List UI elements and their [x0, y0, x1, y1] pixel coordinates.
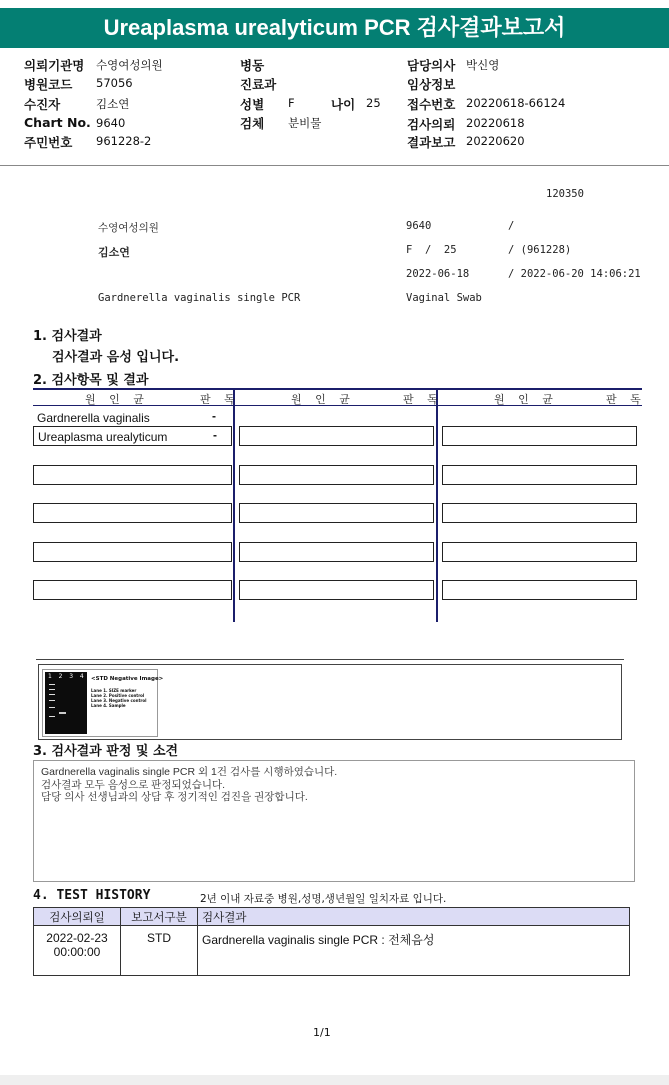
result-cell [442, 503, 637, 523]
chart-no-label: Chart No. [24, 115, 91, 130]
section-1-title: 1. 검사결과 [33, 329, 102, 344]
report-title: Ureaplasma urealyticum PCR 검사결과보고서 [0, 8, 669, 48]
gel-band [49, 716, 55, 717]
request-date-value: 20220618 [466, 116, 525, 130]
summary-birth: / (961228) [508, 244, 572, 256]
summary-slash: / [508, 220, 515, 232]
section-4-title: 4. TEST HISTORY [33, 888, 151, 903]
hospital-code-value: 57056 [96, 76, 133, 90]
receipt-no-value: 20220618-66124 [466, 96, 566, 110]
gel-legend-line: Lane 1. SIZE marker [91, 688, 137, 693]
result-cell [33, 542, 232, 562]
section-1-text: 검사결과 음성 입니다. [52, 350, 180, 365]
history-table [33, 907, 630, 976]
gel-band [59, 712, 66, 714]
gel-image [42, 669, 164, 737]
gel-band [49, 689, 55, 690]
history-result: Gardnerella vaginalis single PCR : 전체음성 [198, 926, 630, 976]
gel-legend-line: Lane 3. Negative control [91, 698, 147, 703]
result-cell [442, 542, 637, 562]
hospital-code-label: 병원코드 [24, 77, 73, 92]
results-table-top-rule [33, 388, 642, 390]
col-result-1: 판 독 [200, 393, 240, 406]
patient-value: 김소연 [96, 97, 130, 111]
result-cell [442, 426, 637, 446]
opinion-box [33, 760, 635, 882]
gel-band [49, 707, 55, 708]
ward-label: 병동 [240, 58, 265, 73]
summary-hospital: 수영여성의원 [98, 222, 159, 234]
col-result-3: 판 독 [606, 393, 646, 406]
result-cell [33, 426, 232, 446]
summary-received: 2022-06-18 [406, 268, 470, 280]
summary-sex-age: F / 25 [406, 244, 457, 256]
receipt-no-label: 접수번호 [407, 97, 456, 112]
specimen-value: 분비물 [288, 116, 322, 130]
doctor-label: 담당의사 [407, 58, 456, 73]
report-date-value: 20220620 [466, 134, 525, 148]
history-date: 2022-02-23 [46, 931, 108, 945]
hospital-value: 수영여성의원 [96, 58, 163, 72]
history-date-cell [34, 926, 121, 976]
resident-no-value: 961228-2 [96, 134, 152, 148]
result-cell [33, 503, 232, 523]
opinion-line: Gardnerella vaginalis single PCR 외 1건 검사를 시행하였습니다. [41, 766, 338, 778]
result-cell [33, 465, 232, 485]
summary-test: Gardnerella vaginalis single PCR [98, 292, 301, 304]
page-number: 1/1 [313, 1026, 331, 1039]
pathogen-result-ureaplasma: - [213, 428, 217, 442]
pathogen-name-gardnerella: Gardnerella vaginalis [37, 411, 150, 425]
history-time: 00:00:00 [53, 945, 101, 959]
clinical-info-label: 임상정보 [407, 77, 456, 92]
table-row [34, 926, 630, 976]
results-col-divider-1 [233, 390, 235, 622]
col-pathogen-3: 원 인 균 [494, 393, 558, 406]
gel-band [49, 684, 55, 685]
opinion-text [41, 766, 337, 804]
resident-no-label: 주민번호 [24, 135, 73, 150]
dept-label: 진료과 [240, 77, 277, 92]
gel-top-rule [36, 659, 624, 660]
patient-label: 수진자 [24, 97, 61, 112]
gel-title: <STD Negative Image> [91, 676, 164, 682]
gel-band [49, 694, 55, 695]
report-date-label: 결과보고 [407, 135, 456, 150]
request-date-label: 검사의뢰 [407, 117, 456, 132]
pathogen-name-ureaplasma: Ureaplasma urealyticum [38, 430, 168, 444]
summary-patient: 김소연 [98, 246, 130, 259]
section-2-title: 2. 검사항목 및 결과 [33, 373, 149, 388]
history-type: STD [121, 926, 198, 976]
gel-lanes-image [45, 672, 87, 734]
history-col-result: 검사결과 [198, 908, 630, 926]
gel-legend [91, 688, 147, 708]
history-col-date: 검사의뢰일 [34, 908, 121, 926]
section-3-title: 3. 검사결과 판정 및 소견 [33, 744, 179, 759]
opinion-line: 담당 의사 선생님과의 상담 후 정기적인 검진을 권장합니다. [41, 791, 308, 803]
sex-label: 성별 [240, 97, 265, 112]
result-cell [239, 503, 434, 523]
result-cell [442, 465, 637, 485]
gel-band [49, 700, 55, 701]
specimen-label: 검체 [240, 116, 265, 131]
summary-reported: / 2022-06-20 14:06:21 [508, 268, 641, 280]
gel-legend-line: Lane 4. Sample [91, 703, 126, 708]
summary-code: 120350 [546, 188, 584, 200]
result-cell [239, 426, 434, 446]
result-cell [239, 465, 434, 485]
header-divider [0, 165, 669, 166]
result-cell [442, 580, 637, 600]
col-pathogen-2: 원 인 균 [291, 393, 355, 406]
gel-lane-numbers: 1 2 3 4 [48, 673, 85, 680]
pathogen-result-gardnerella: - [212, 409, 216, 423]
doctor-value: 박신영 [466, 58, 500, 72]
opinion-line: 검사결과 모두 음성으로 판정되었습니다. [41, 778, 226, 791]
history-note: 2년 이내 자료중 병원,성명,생년월일 일치자료 입니다. [200, 893, 447, 905]
result-cell [33, 580, 232, 600]
summary-specimen: Vaginal Swab [406, 292, 482, 304]
col-result-2: 판 독 [403, 393, 443, 406]
summary-chart: 9640 [406, 220, 432, 232]
age-value: 25 [366, 96, 381, 110]
result-cell [239, 580, 434, 600]
hospital-label: 의뢰기관명 [24, 58, 85, 73]
gel-legend-line: Lane 2. Positive control [91, 693, 145, 698]
age-label: 나이 [331, 97, 356, 112]
sex-value: F [288, 96, 295, 110]
results-col-divider-2 [436, 390, 438, 622]
col-pathogen-1: 원 인 균 [85, 393, 149, 406]
result-cell [239, 542, 434, 562]
chart-no-value: 9640 [96, 116, 126, 130]
history-col-type: 보고서구분 [121, 908, 198, 926]
gel-image-frame [38, 664, 622, 740]
